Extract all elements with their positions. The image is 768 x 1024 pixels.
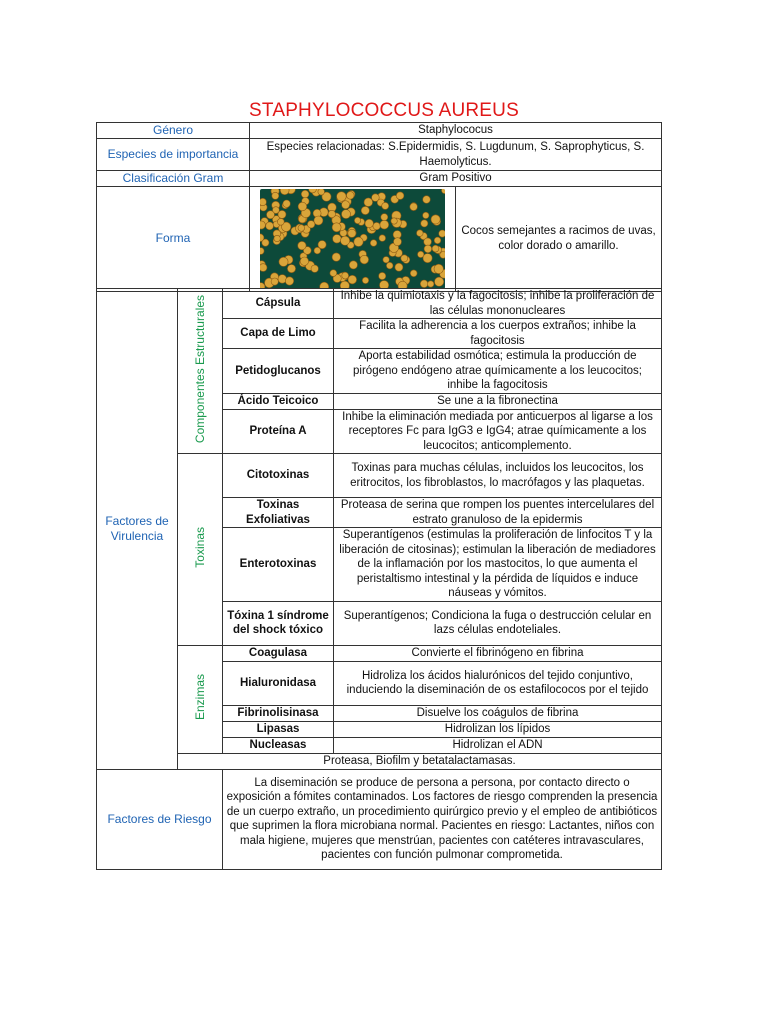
coccus (279, 257, 288, 266)
coccus (272, 192, 279, 199)
enzimas-group-cell (178, 645, 223, 753)
enzimas-item-desc: Convierte el fibrinógeno en fibrina (334, 645, 662, 661)
riesgo-text: La diseminación se produce de persona a persona, por contacto directo o exposición a fómites contaminados. Los factores de riesgo comprenden la presencia de un cuerpo extraño, un procedimiento quirúrgico previo y el empleo de antibióticos que suprimen la flora microbiana normal. Pacientes en riesgo: Lactantes, niños con mala higiene, mujeres que menstrúan, pacientes con catéteres intravasculares, pacientes con función pulmonar comprometida. (223, 769, 662, 869)
componentes-group-cell (178, 289, 223, 454)
coccus (360, 255, 369, 264)
toxinas-group-cell (178, 454, 223, 646)
coccus (348, 275, 357, 284)
coccus (285, 276, 293, 284)
componentes-item-name: Ácido Teicoico (223, 393, 334, 409)
coccus (260, 220, 265, 228)
coccus (260, 247, 264, 254)
table-row (97, 123, 662, 139)
coccus (333, 234, 342, 243)
table-row (97, 753, 662, 769)
table-row (97, 769, 662, 869)
coccus (423, 253, 432, 262)
table-row (97, 171, 662, 187)
forma-description: Cocos semejantes a racimos de uvas, color dorado o amarillo. (456, 186, 662, 291)
enzimas-item-desc: Hidrolizan el ADN (334, 737, 662, 753)
enzimas-label: Enzimas (192, 673, 207, 720)
coccus (318, 189, 325, 195)
forma-label: Forma (97, 186, 250, 291)
coccus (434, 237, 441, 244)
coccus (370, 239, 377, 246)
coccus (347, 191, 355, 199)
toxinas-item-name: Tóxina 1 síndrome del shock tóxico (223, 601, 334, 645)
enzimas-item-name: Hialuronidasa (223, 661, 334, 705)
page-title: STAPHYLOCOCCUS AUREUS (249, 100, 519, 121)
coccus (391, 217, 397, 223)
toxinas-item-desc: Proteasa de serina que rompen los puentes intercelulares del estrato granuloso de la epidermis (334, 498, 662, 528)
componentes-label: Componentes Estructurales (192, 294, 207, 443)
coccus (401, 254, 408, 261)
coccus (386, 262, 393, 269)
coccus (337, 191, 347, 201)
otros-factores: Proteasa, Biofilm y betatalactamasas. (178, 753, 662, 769)
coccus (382, 202, 389, 209)
coccus (418, 251, 424, 257)
coccus (423, 212, 429, 218)
coccus (283, 200, 290, 207)
coccus (383, 256, 389, 262)
table-row (97, 289, 662, 319)
gram-label: Clasificación Gram (97, 171, 250, 187)
coccus (318, 240, 326, 248)
table-row (97, 186, 662, 291)
coccus (349, 260, 357, 268)
coccus (364, 197, 373, 206)
coccus (396, 191, 404, 199)
coccus (271, 278, 278, 285)
table-row (97, 139, 662, 171)
coccus (423, 195, 431, 203)
toxinas-label: Toxinas (192, 526, 207, 568)
riesgo-label: Factores de Riesgo (97, 769, 223, 869)
coccus (311, 265, 318, 272)
coccus (442, 189, 446, 194)
toxinas-item-name: Toxinas Exfoliativas (223, 498, 334, 528)
coccus (361, 206, 369, 214)
coccus (431, 214, 440, 223)
coccus (417, 229, 424, 236)
coccus (332, 222, 341, 231)
componentes-item-name: Capa de Limo (223, 319, 334, 349)
toxinas-item-name: Enterotoxinas (223, 528, 334, 602)
coccus (267, 210, 275, 218)
componentes-item-desc: Inhibe la quimiotaxis y la fagocitosis; inhibe la proliferación de las células mononucleares (334, 289, 662, 319)
enzimas-item-name: Nucleasas (223, 737, 334, 753)
coccus (314, 247, 321, 254)
enzimas-item-desc: Hidroliza los ácidos hialurónicos del tejido conjuntivo, induciendo la diseminación de os estafilococos por el tejido (334, 661, 662, 705)
coccus (410, 269, 417, 276)
componentes-item-desc: Inhibe la eliminación mediada por anticuerpos al ligarse a los receptores Fc para IgG3 e IgG4; atrae químicamente a los leucocitos; anticomplemento. (334, 409, 662, 454)
coccus (332, 252, 340, 260)
coccus (381, 213, 388, 220)
genero-label: Género (97, 123, 250, 139)
genero-value: Staphylococus (250, 123, 662, 139)
coccus (342, 272, 349, 279)
enzimas-item-name: Coagulasa (223, 645, 334, 661)
coccus (330, 269, 337, 276)
enzimas-item-name: Fibrinolisinasa (223, 705, 334, 721)
especies-value: Especies relacionadas: S.Epidermidis, S. Lugdunum, S. Saprophyticus, S. Haemolyticus. (250, 139, 662, 171)
toxinas-item-desc: Superantígenos (estimulas la proliferación de linfocitos T y la liberación de citosinas); estimulan la liberación de mediadores de la inflamación por los mastocitos, lo que aumenta el peristaltismo intestinal y la pérdida de líquidos e induce náuseas y vómitos. (334, 528, 662, 602)
componentes-item-name: Cápsula (223, 289, 334, 319)
coccus (277, 218, 284, 225)
coccus (432, 245, 439, 252)
coccus (287, 264, 295, 272)
coccus (410, 203, 418, 211)
componentes-item-name: Proteína A (223, 409, 334, 454)
coccus (307, 220, 314, 227)
coccus (428, 280, 434, 286)
table-row (97, 454, 662, 498)
coccus (362, 277, 368, 283)
coccus (328, 210, 335, 217)
coccus (301, 190, 309, 198)
coccus (348, 229, 356, 237)
enzimas-item-name: Lipasas (223, 721, 334, 737)
micrograph-image (260, 189, 445, 289)
coccus (342, 200, 350, 208)
coccus (314, 216, 323, 225)
coccus (424, 237, 432, 245)
componentes-item-desc: Facilita la adherencia a los cuerpos extraños; inhibe la fagocitosis (334, 319, 662, 349)
coccus (298, 224, 305, 231)
coccus (260, 263, 267, 271)
coccus (341, 236, 350, 245)
coccus (354, 217, 360, 223)
coccus (372, 193, 380, 201)
coccus (395, 263, 403, 271)
coccus (435, 277, 444, 286)
coccus (394, 237, 402, 245)
coccus (365, 219, 373, 227)
micrograph-cell (250, 186, 456, 291)
coccus (439, 230, 445, 237)
coccus (434, 264, 443, 273)
coccus (380, 220, 389, 229)
virulence-table (96, 288, 662, 870)
coccus (278, 210, 286, 218)
coccus (266, 222, 274, 230)
componentes-item-desc: Aporta estabilidad osmótica; estimula la producción de pirógeno endógeno atrae químicamente a los leucocitos; inhibe la fagocitosis (334, 349, 662, 394)
enzimas-item-desc: Hidrolizan los lípidos (334, 721, 662, 737)
toxinas-item-desc: Toxinas para muchas células, incluidos los leucocitos, los eritrocitos, los fibroblastos, lo macrófagos y las plaquetas. (334, 454, 662, 498)
cocci-micrograph (260, 189, 445, 289)
coccus (274, 235, 280, 241)
coccus (298, 202, 307, 211)
virulencia-label: Factores de Virulencia (97, 289, 178, 770)
toxinas-item-desc: Superantígenos; Condiciona la fuga o destrucción celular en lazs células endoteliales. (334, 601, 662, 645)
coccus (298, 241, 306, 249)
coccus (354, 237, 363, 246)
coccus (373, 222, 380, 229)
coccus (421, 219, 428, 226)
especies-label: Especies de importancia (97, 139, 250, 171)
coccus (379, 234, 386, 241)
toxinas-item-name: Citotoxinas (223, 454, 334, 498)
coccus (420, 280, 428, 288)
coccus (424, 245, 432, 253)
coccus (342, 209, 351, 218)
componentes-item-name: Petidoglucanos (223, 349, 334, 394)
coccus (300, 257, 308, 265)
coccus (280, 189, 289, 195)
coccus (379, 272, 386, 279)
enzimas-item-desc: Disuelve los coágulos de fibrina (334, 705, 662, 721)
table-row (97, 645, 662, 661)
gram-value: Gram Positivo (250, 171, 662, 187)
componentes-item-desc: Se une a la fibronectina (334, 393, 662, 409)
summary-table (96, 122, 662, 292)
coccus (260, 198, 266, 205)
